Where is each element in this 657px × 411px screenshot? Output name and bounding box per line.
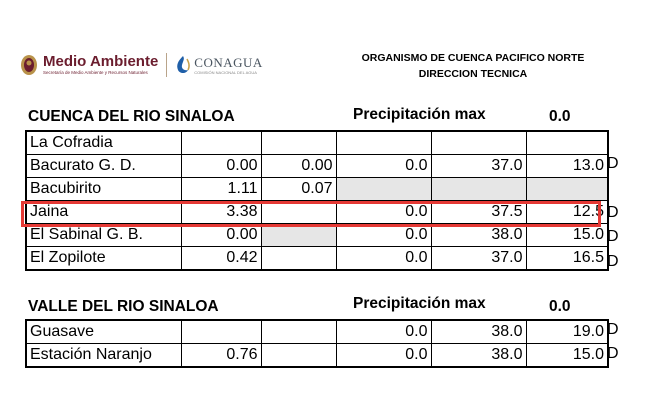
value-cell: 0.0 [336,247,431,271]
station-name: Bacurato G. D. [26,155,181,178]
medio-ambiente-logo [43,54,158,76]
station-name: La Cofradia [26,131,181,155]
valle-table [25,319,609,368]
value-cell: 15.0 [526,224,608,247]
value-cell: 0.00 [181,224,261,247]
national-seal-icon [20,54,38,76]
station-name: El Zopilote [26,247,181,271]
value-cell: 0.0 [336,155,431,178]
row-suffix: D [607,155,619,172]
value-cell: 3.38 [181,201,261,224]
value-cell: 38.0 [431,344,526,368]
conagua-subtitle: COMISIÓN NACIONAL DEL AGUA [194,69,257,75]
station-name: Guasave [26,320,181,344]
table-row [26,247,608,271]
value-cell: 16.5 [526,247,608,271]
section-title-valle: VALLE DEL RIO SINALOA [28,298,219,315]
value-cell: 15.0 [526,344,608,368]
row-suffix: D [607,345,619,362]
table-row [26,320,608,344]
value-cell [526,131,608,155]
precip-label: Precipitación max [353,295,486,312]
value-cell: 0.76 [181,344,261,368]
conagua-logo [194,56,263,75]
cuenca-table [25,130,609,271]
logo-divider [166,53,167,77]
value-cell: 37.0 [431,247,526,271]
row-suffix: D [607,253,619,270]
value-cell [261,247,336,271]
value-cell [261,224,336,247]
value-cell [431,131,526,155]
precip-value: 0.0 [549,108,571,125]
value-cell: 0.0 [336,201,431,224]
row-suffix: D [607,204,619,221]
value-cell [261,320,336,344]
value-cell: 37.0 [431,155,526,178]
value-cell: 37.5 [431,201,526,224]
station-name: Jaina [26,201,181,224]
row-suffix: D [607,321,619,338]
value-cell: 1.11 [181,178,261,201]
value-cell [261,131,336,155]
medio-ambiente-title: Medio Ambiente [43,53,159,70]
organization-header [340,50,606,82]
value-cell: 0.0 [336,344,431,368]
table-row [26,131,608,155]
station-name: Estación Naranjo [26,344,181,368]
value-cell: 19.0 [526,320,608,344]
value-cell [526,178,608,201]
medio-ambiente-subtitle: Secretaría de Medio Ambiente y Recursos Naturales [43,70,148,75]
value-cell: 0.07 [261,178,336,201]
precip-label: Precipitación max [353,106,486,123]
value-cell [261,344,336,368]
conagua-water-icon [175,55,191,75]
value-cell: 0.0 [336,320,431,344]
value-cell [181,320,261,344]
value-cell [261,201,336,224]
table-row [26,224,608,247]
value-cell: 0.0 [336,224,431,247]
conagua-title: CONAGUA [194,54,263,70]
value-cell: 12.5 [526,201,608,224]
precip-value: 0.0 [549,298,571,315]
value-cell: 0.42 [181,247,261,271]
station-name: Bacubirito [26,178,181,201]
org-line-1: ORGANISMO DE CUENCA PACIFICO NORTE [361,52,585,64]
value-cell [181,131,261,155]
logo-area [20,50,263,80]
value-cell: 0.00 [261,155,336,178]
value-cell [336,178,431,201]
value-cell [336,131,431,155]
value-cell [431,178,526,201]
table-row [26,178,608,201]
value-cell: 13.0 [526,155,608,178]
table-row [26,155,608,178]
value-cell: 38.0 [431,224,526,247]
section-title-cuenca: CUENCA DEL RIO SINALOA [28,108,235,125]
value-cell: 38.0 [431,320,526,344]
value-cell: 0.00 [181,155,261,178]
org-line-2: DIRECCION TECNICA [418,68,528,80]
table-row [26,201,608,224]
table-row [26,344,608,368]
station-name: El Sabinal G. B. [26,224,181,247]
row-suffix: D [607,228,619,245]
